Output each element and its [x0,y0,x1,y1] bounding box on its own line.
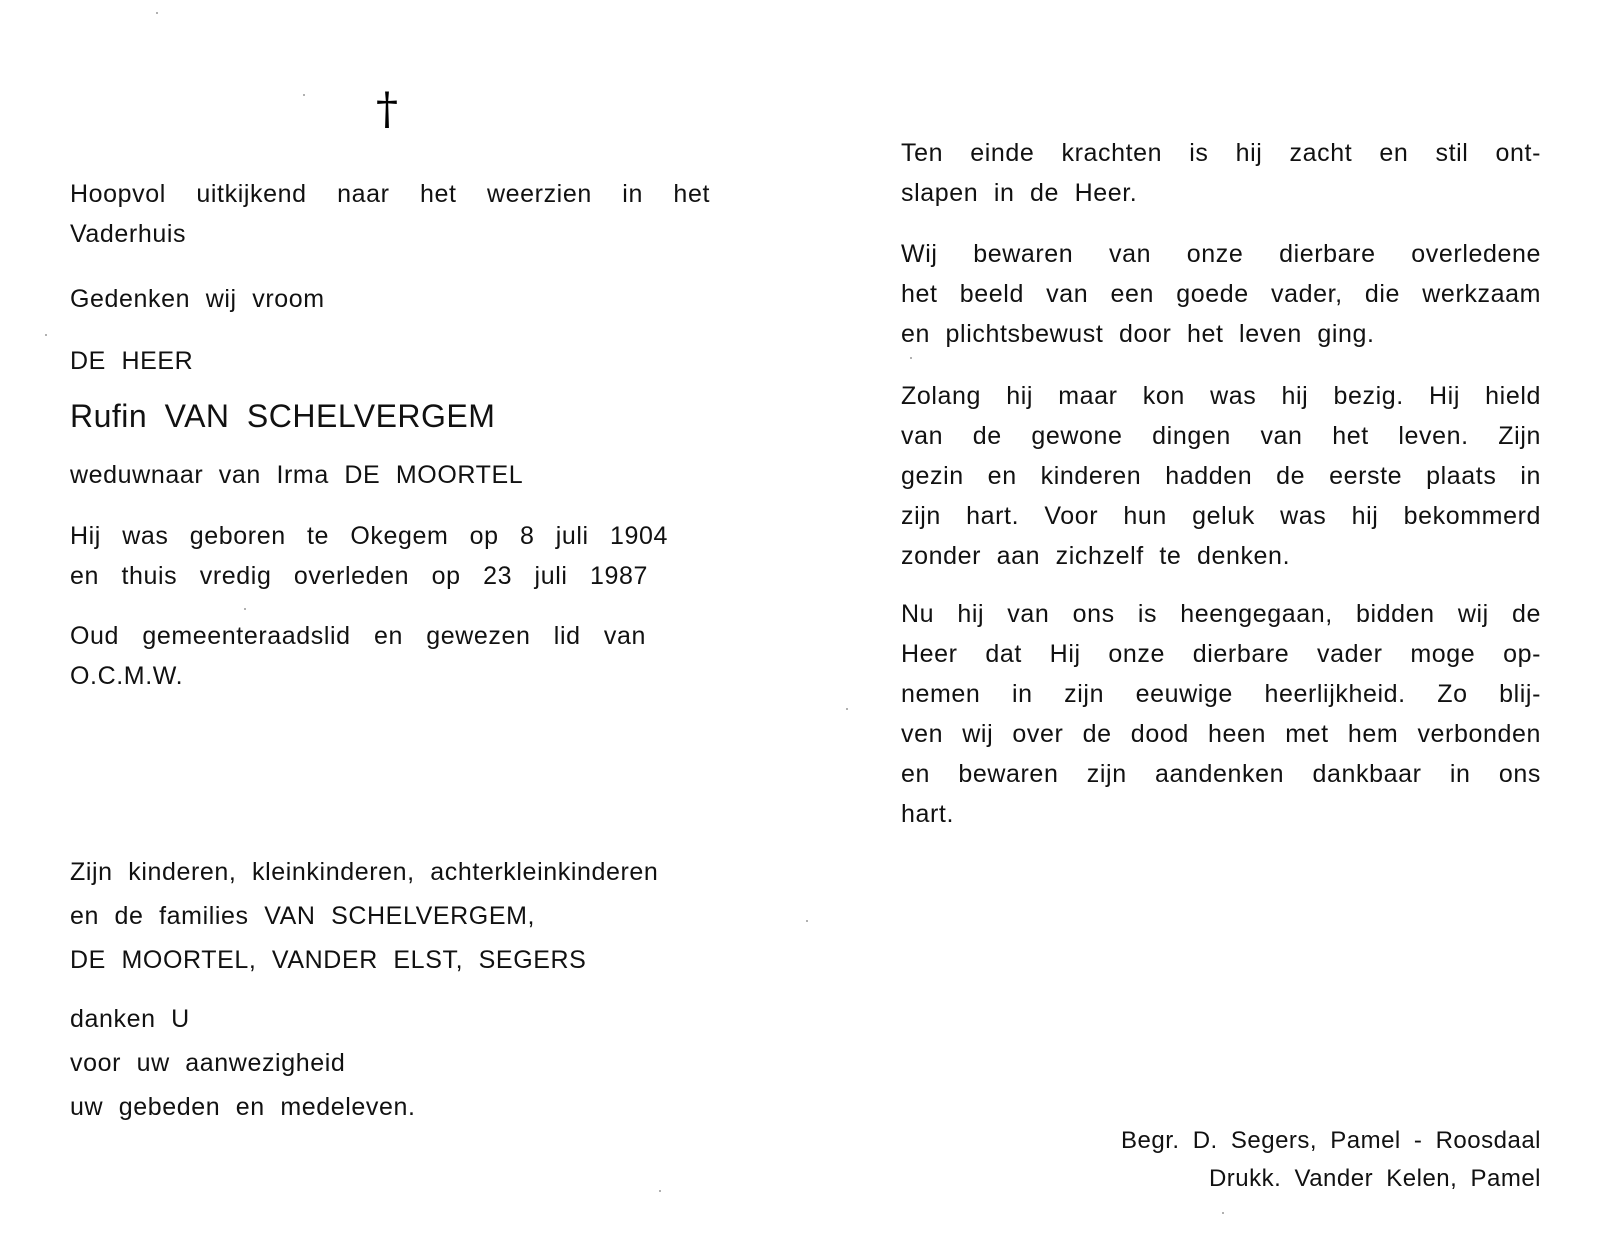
p3-line-5: zonder aan zichzelf te denken. [901,542,1291,570]
p2-line-2: het beeld van een goede vader, die werkzaam [901,280,1541,308]
p4-line-6: hart. [901,800,955,828]
scan-speck [244,608,246,610]
family-text [70,850,710,982]
printer-credits [1121,1122,1541,1198]
credits-line-1: Begr. D. Segers, Pamel - Roosdaal [1120,1127,1541,1154]
birth-line: Hij was geboren te Okegem op 8 juli 1904 [70,522,668,550]
deceased-name [70,396,710,436]
scan-speck [846,708,848,710]
thanks-line-1: danken U [70,1005,190,1033]
paragraph-1 [901,133,1541,213]
widower-text [70,455,710,495]
p4-line-2: Heer dat Hij onze dierbare vader moge op- [901,640,1541,668]
honorific [70,341,710,381]
thanks-line-2: voor uw aanwezigheid [70,1049,346,1077]
office-line-1: Oud gemeenteraadslid en gewezen lid van [70,622,646,650]
honorific-line: DE HEER [70,347,194,375]
p1-line-2: slapen in de Heer. [901,179,1138,207]
intro-text [70,174,710,254]
p4-line-3: nemen in zijn eeuwige heerlijkheid. Zo blij- [901,680,1541,708]
p3-line-3: gezin en kinderen hadden de eerste plaats in [901,462,1541,490]
p1-line-1: Ten einde krachten is hij zacht en stil ont- [901,139,1541,167]
scan-speck [45,334,47,336]
office-line-2: O.C.M.W. [70,662,184,690]
right-column [901,0,1541,1254]
p2-line-3: en plichtsbewust door het leven ging. [901,320,1375,348]
scan-speck [659,1190,661,1192]
scan-speck [1222,1212,1224,1214]
scan-speck [303,94,305,96]
remember-line: Gedenken wij vroom [70,285,325,313]
p4-line-1: Nu hij van ons is heengegaan, bidden wij de [901,600,1541,628]
intro-line-2: Vaderhuis [70,220,187,248]
death-line: en thuis vredig overleden op 23 juli 1987 [70,562,648,590]
intro-line-1: Hoopvol uitkijkend naar het weerzien in het [70,180,710,208]
cross-icon: † [376,84,398,135]
scan-speck [910,357,912,359]
scan-speck [156,12,158,14]
p3-line-1: Zolang hij maar kon was hij bezig. Hij hield [901,382,1541,410]
p3-line-2: van de gewone dingen van het leven. Zijn [901,422,1541,450]
family-line-2: en de families VAN SCHELVERGEM, [70,902,536,930]
remember-text [70,279,710,319]
p4-line-5: en bewaren zijn aandenken dankbaar in ons [901,760,1541,788]
family-line-1: Zijn kinderen, kleinkinderen, achterkleinkinderen [70,858,659,886]
paragraph-4 [901,594,1541,834]
p3-line-4: zijn hart. Voor hun geluk was hij bekommerd [901,502,1541,530]
family-line-3: DE MOORTEL, VANDER ELST, SEGERS [70,946,587,974]
thanks-text [70,997,710,1129]
deceased-name-line: Rufin VAN SCHELVERGEM [70,398,496,434]
p4-line-4: ven wij over de dood heen met hem verbonden [901,720,1541,748]
office-text [70,616,646,696]
paragraph-3 [901,376,1541,576]
credits-line-2: Drukk. Vander Kelen, Pamel [1208,1165,1541,1192]
widower-line: weduwnaar van Irma DE MOORTEL [70,461,524,489]
left-column [70,0,710,1254]
thanks-line-3: uw gebeden en medeleven. [70,1093,416,1121]
birth-death-text [70,516,668,596]
paragraph-2 [901,234,1541,354]
scan-speck [806,920,808,922]
p2-line-1: Wij bewaren van onze dierbare overledene [901,240,1541,268]
